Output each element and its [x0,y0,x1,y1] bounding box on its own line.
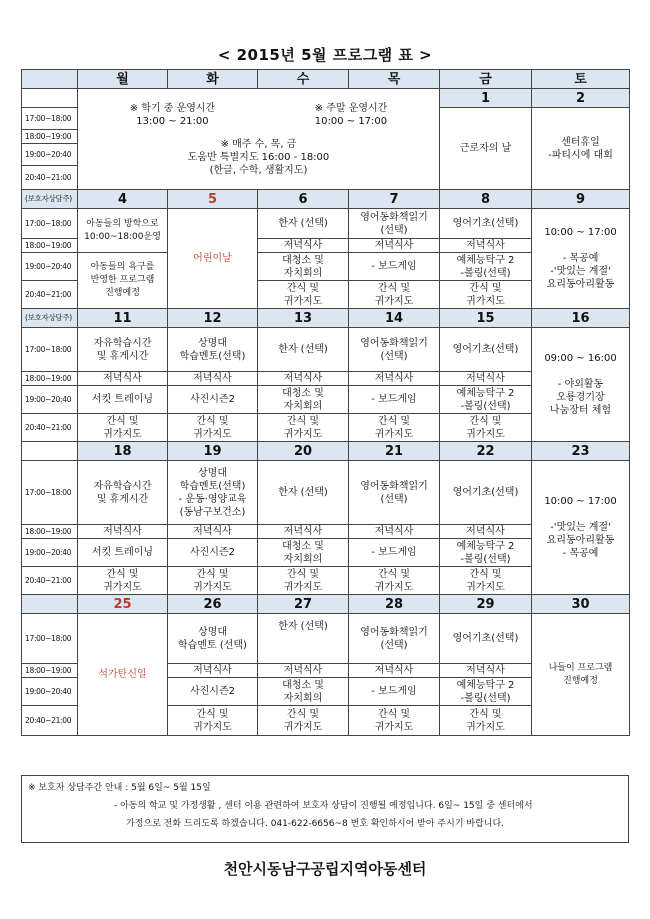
time-slot: 19:00~20:40 [22,539,78,567]
week2-thu-2: 저녁식사 [349,239,440,253]
week4-fri-1: 영어기초(선택) [440,461,532,525]
date-9: 9 [532,190,630,209]
consult-label: (보호자상담주) [22,309,78,328]
week3-fri-4: 간식 및 귀가지도 [440,414,532,442]
time-slot: 18:00~19:00 [22,372,78,386]
date-16: 16 [532,309,630,328]
week4-mon-3: 서킷 트레이닝 [78,539,168,567]
intro-special-class: ※ 매주 수, 목, 금 도움반 특별지도 16:00 - 18:00 (한글, 수학, 생활지도) [187,138,330,176]
week2-sat: 10:00 ~ 17:00 - 목공예 -'맛있는 계절' 요리동아리활동 [532,209,630,309]
date-19: 19 [168,442,258,461]
week4-tue-3: 사진시즌2 [168,539,258,567]
date-13: 13 [258,309,349,328]
intro-school-hours: ※ 학기 중 운영시간 13:00 ~ 21:00 [129,102,216,127]
week4-mon-1: 자유학습시간 및 휴게시간 [78,461,168,525]
time-slot: 20:40~21:00 [22,706,78,736]
week4-wed-4: 간식 및 귀가지도 [258,567,349,595]
time-slot: 17:00~18:00 [22,108,78,130]
week2-fri-3: 예체능탁구 2 -볼링(선택) [440,253,532,281]
week5-thu-2: 저녁식사 [349,664,440,678]
date-22: 22 [440,442,532,461]
week2-wed-2: 저녁식사 [258,239,349,253]
week5-sat: 나들이 프로그램 진행예정 [532,614,630,736]
week3-fri-2: 저녁식사 [440,372,532,386]
week4-tue-2: 저녁식사 [168,525,258,539]
week3-date-row [22,309,630,328]
time-slot: 17:00~18:00 [22,209,78,239]
date-12: 12 [168,309,258,328]
time-slot: 20:40~21:00 [22,567,78,595]
week4-fri-2: 저녁식사 [440,525,532,539]
week3-tue-1: 상명대 학습멘토(선택) [168,328,258,372]
week4-wed-3: 대청소 및 자치회의 [258,539,349,567]
week5-fri-4: 간식 및 귀가지도 [440,706,532,736]
date-29: 29 [440,595,532,614]
weekday-sat: 토 [532,70,630,89]
week4-blank [22,442,78,461]
week4-thu-2: 저녁식사 [349,525,440,539]
week3-mon-3: 서킷 트레이닝 [78,386,168,414]
schedule-table [21,69,630,736]
date-4: 4 [78,190,168,209]
notice-line-1: ※ 보호자 상담주간 안내 : 5월 6일~ 5월 15일 [28,783,211,793]
date-30: 30 [532,595,630,614]
week5-tue-3: 사진시즌2 [168,678,258,706]
date-21: 21 [349,442,440,461]
weekday-header-row [22,70,630,89]
week3-tue-4: 간식 및 귀가지도 [168,414,258,442]
week5-tue-2: 저녁식사 [168,664,258,678]
week5-thu-4: 간식 및 귀가지도 [349,706,440,736]
time-slot: 17:00~18:00 [22,461,78,525]
consultation-notice [21,775,629,843]
week4-wed-2: 저녁식사 [258,525,349,539]
date-11: 11 [78,309,168,328]
weekday-wed: 수 [258,70,349,89]
week5-fri-1: 영어기초(선택) [440,614,532,664]
time-slot: 20:40~21:00 [22,414,78,442]
week2-fri-1: 영어기초(선택) [440,209,532,239]
week4-sat: 10:00 ~ 17:00 -'맛있는 계절' 요리동아리활동 - 목공예 [532,461,630,595]
week4-fri-4: 간식 및 귀가지도 [440,567,532,595]
time-slot: 18:00~19:00 [22,130,78,144]
week2-thu-4: 간식 및 귀가지도 [349,281,440,309]
week4-date-row [22,442,630,461]
week4-tue-4: 간식 및 귀가지도 [168,567,258,595]
week3-wed-4: 간식 및 귀가지도 [258,414,349,442]
week2-date-row [22,190,630,209]
date-27: 27 [258,595,349,614]
week5-tue-4: 간식 및 귀가지도 [168,706,258,736]
week5-wed-2: 저녁식사 [258,664,349,678]
week4-mon-2: 저녁식사 [78,525,168,539]
weekday-fri: 금 [440,70,532,89]
week2-wed-3: 대청소 및 자치회의 [258,253,349,281]
time-slot: 19:00~20:40 [22,144,78,166]
time-slot: 17:00~18:00 [22,328,78,372]
week3-tue-2: 저녁식사 [168,372,258,386]
page-title: < 2015년 5월 프로그램 표 > [217,46,433,64]
week4-wed-1: 한자 (선택) [258,461,349,525]
week4-thu-4: 간식 및 귀가지도 [349,567,440,595]
date-8: 8 [440,190,532,209]
event-childrens-day: 어린이날 [168,209,258,309]
event-labor-day: 근로자의 날 [440,108,532,190]
center-name: 천안시동남구공립지역아동센터 [223,860,427,878]
week3-tue-3: 사진시즌2 [168,386,258,414]
week4-thu-3: - 보드게임 [349,539,440,567]
date-14: 14 [349,309,440,328]
week5-fri-2: 저녁식사 [440,664,532,678]
week4-thu-1: 영어동화책읽기 (선택) [349,461,440,525]
date-15: 15 [440,309,532,328]
week2-mon-a: 아동들의 방학으로 10:00~18:00운영 [78,209,168,253]
week3-fri-1: 영어기초(선택) [440,328,532,372]
week3-wed-3: 대청소 및 자치회의 [258,386,349,414]
date-26: 26 [168,595,258,614]
week4-tue-1: 상명대 학습멘토(선택) - 운동·영양교육 (동남구보건소) [168,461,258,525]
week3-wed-1: 한자 (선택) [258,328,349,372]
date-2: 2 [532,89,630,108]
week3-thu-2: 저녁식사 [349,372,440,386]
week2-thu-3: - 보드게임 [349,253,440,281]
week3-thu-3: - 보드게임 [349,386,440,414]
time-slot: 17:00~18:00 [22,614,78,664]
week3-mon-4: 간식 및 귀가지도 [78,414,168,442]
date-23: 23 [532,442,630,461]
weekday-thu: 목 [349,70,440,89]
date-20: 20 [258,442,349,461]
week2-wed-4: 간식 및 귀가지도 [258,281,349,309]
time-slot: 19:00~20:40 [22,678,78,706]
week5-wed-3: 대청소 및 자치회의 [258,678,349,706]
week5-thu-1: 영어동화책읽기 (선택) [349,614,440,664]
week1-intro [78,89,440,190]
week5-tue-1: 상명대 학습멘토 (선택) [168,614,258,664]
date-1: 1 [440,89,532,108]
date-28: 28 [349,595,440,614]
week1-date-row [22,89,630,108]
week5-wed-4: 간식 및 귀가지도 [258,706,349,736]
time-slot: 20:40~21:00 [22,166,78,190]
date-6: 6 [258,190,349,209]
date-18: 18 [78,442,168,461]
weekday-tue: 화 [168,70,258,89]
weekday-mon: 월 [78,70,168,89]
date-5: 5 [168,190,258,209]
event-buddha-birthday: 석가탄신일 [78,614,168,736]
time-slot: 18:00~19:00 [22,664,78,678]
header-corner [22,70,78,89]
week5-date-row [22,595,630,614]
week3-thu-1: 영어동화책읽기 (선택) [349,328,440,372]
week2-fri-4: 간식 및 귀가지도 [440,281,532,309]
week2-wed-1: 한자 (선택) [258,209,349,239]
week3-mon-2: 저녁식사 [78,372,168,386]
week3-wed-2: 저녁식사 [258,372,349,386]
notice-line-3: 가정으로 전화 드리도록 하겠습니다. 041-622-6656~8 번호 확인하시어 받아 주시기 바랍니다. [126,819,505,829]
time-slot: 18:00~19:00 [22,239,78,253]
week5-thu-3: - 보드게임 [349,678,440,706]
consult-label: (보호자상담주) [22,190,78,209]
week3-sat: 09:00 ~ 16:00 - 야외활동 오룡경기장 나눔장터 체험 [532,328,630,442]
week2-fri-2: 저녁식사 [440,239,532,253]
time-slot: 18:00~19:00 [22,525,78,539]
time-slot: 19:00~20:40 [22,253,78,281]
week3-mon-1: 자유학습시간 및 휴게시간 [78,328,168,372]
week3-fri-3: 예체능탁구 2 -볼링(선택) [440,386,532,414]
event-sat-1: 센터휴일 -파티시에 대회 [532,108,630,190]
date-7: 7 [349,190,440,209]
week4-mon-4: 간식 및 귀가지도 [78,567,168,595]
time-slot: 20:40~21:00 [22,281,78,309]
week5-blank [22,595,78,614]
week2-mon-b: 아동들의 욕구를 반영한 프로그램 진행예정 [78,253,168,309]
week5-wed-1: 한자 (선택) [258,614,349,664]
week4-fri-3: 예체능탁구 2 -볼링(선택) [440,539,532,567]
week3-thu-4: 간식 및 귀가지도 [349,414,440,442]
notice-line-2: - 아동의 학교 및 가정생활 , 센터 이용 관련하여 보호자 상담이 진행될 예정입니다. 6일~ 15일 중 센터에서 [114,801,533,811]
week1-blank [22,89,78,108]
week5-fri-3: 예체능탁구 2 -볼링(선택) [440,678,532,706]
time-slot: 19:00~20:40 [22,386,78,414]
date-25: 25 [78,595,168,614]
week2-thu-1: 영어동화책읽기 (선택) [349,209,440,239]
intro-weekend-hours: ※ 주말 운영시간 10:00 ~ 17:00 [314,102,388,127]
